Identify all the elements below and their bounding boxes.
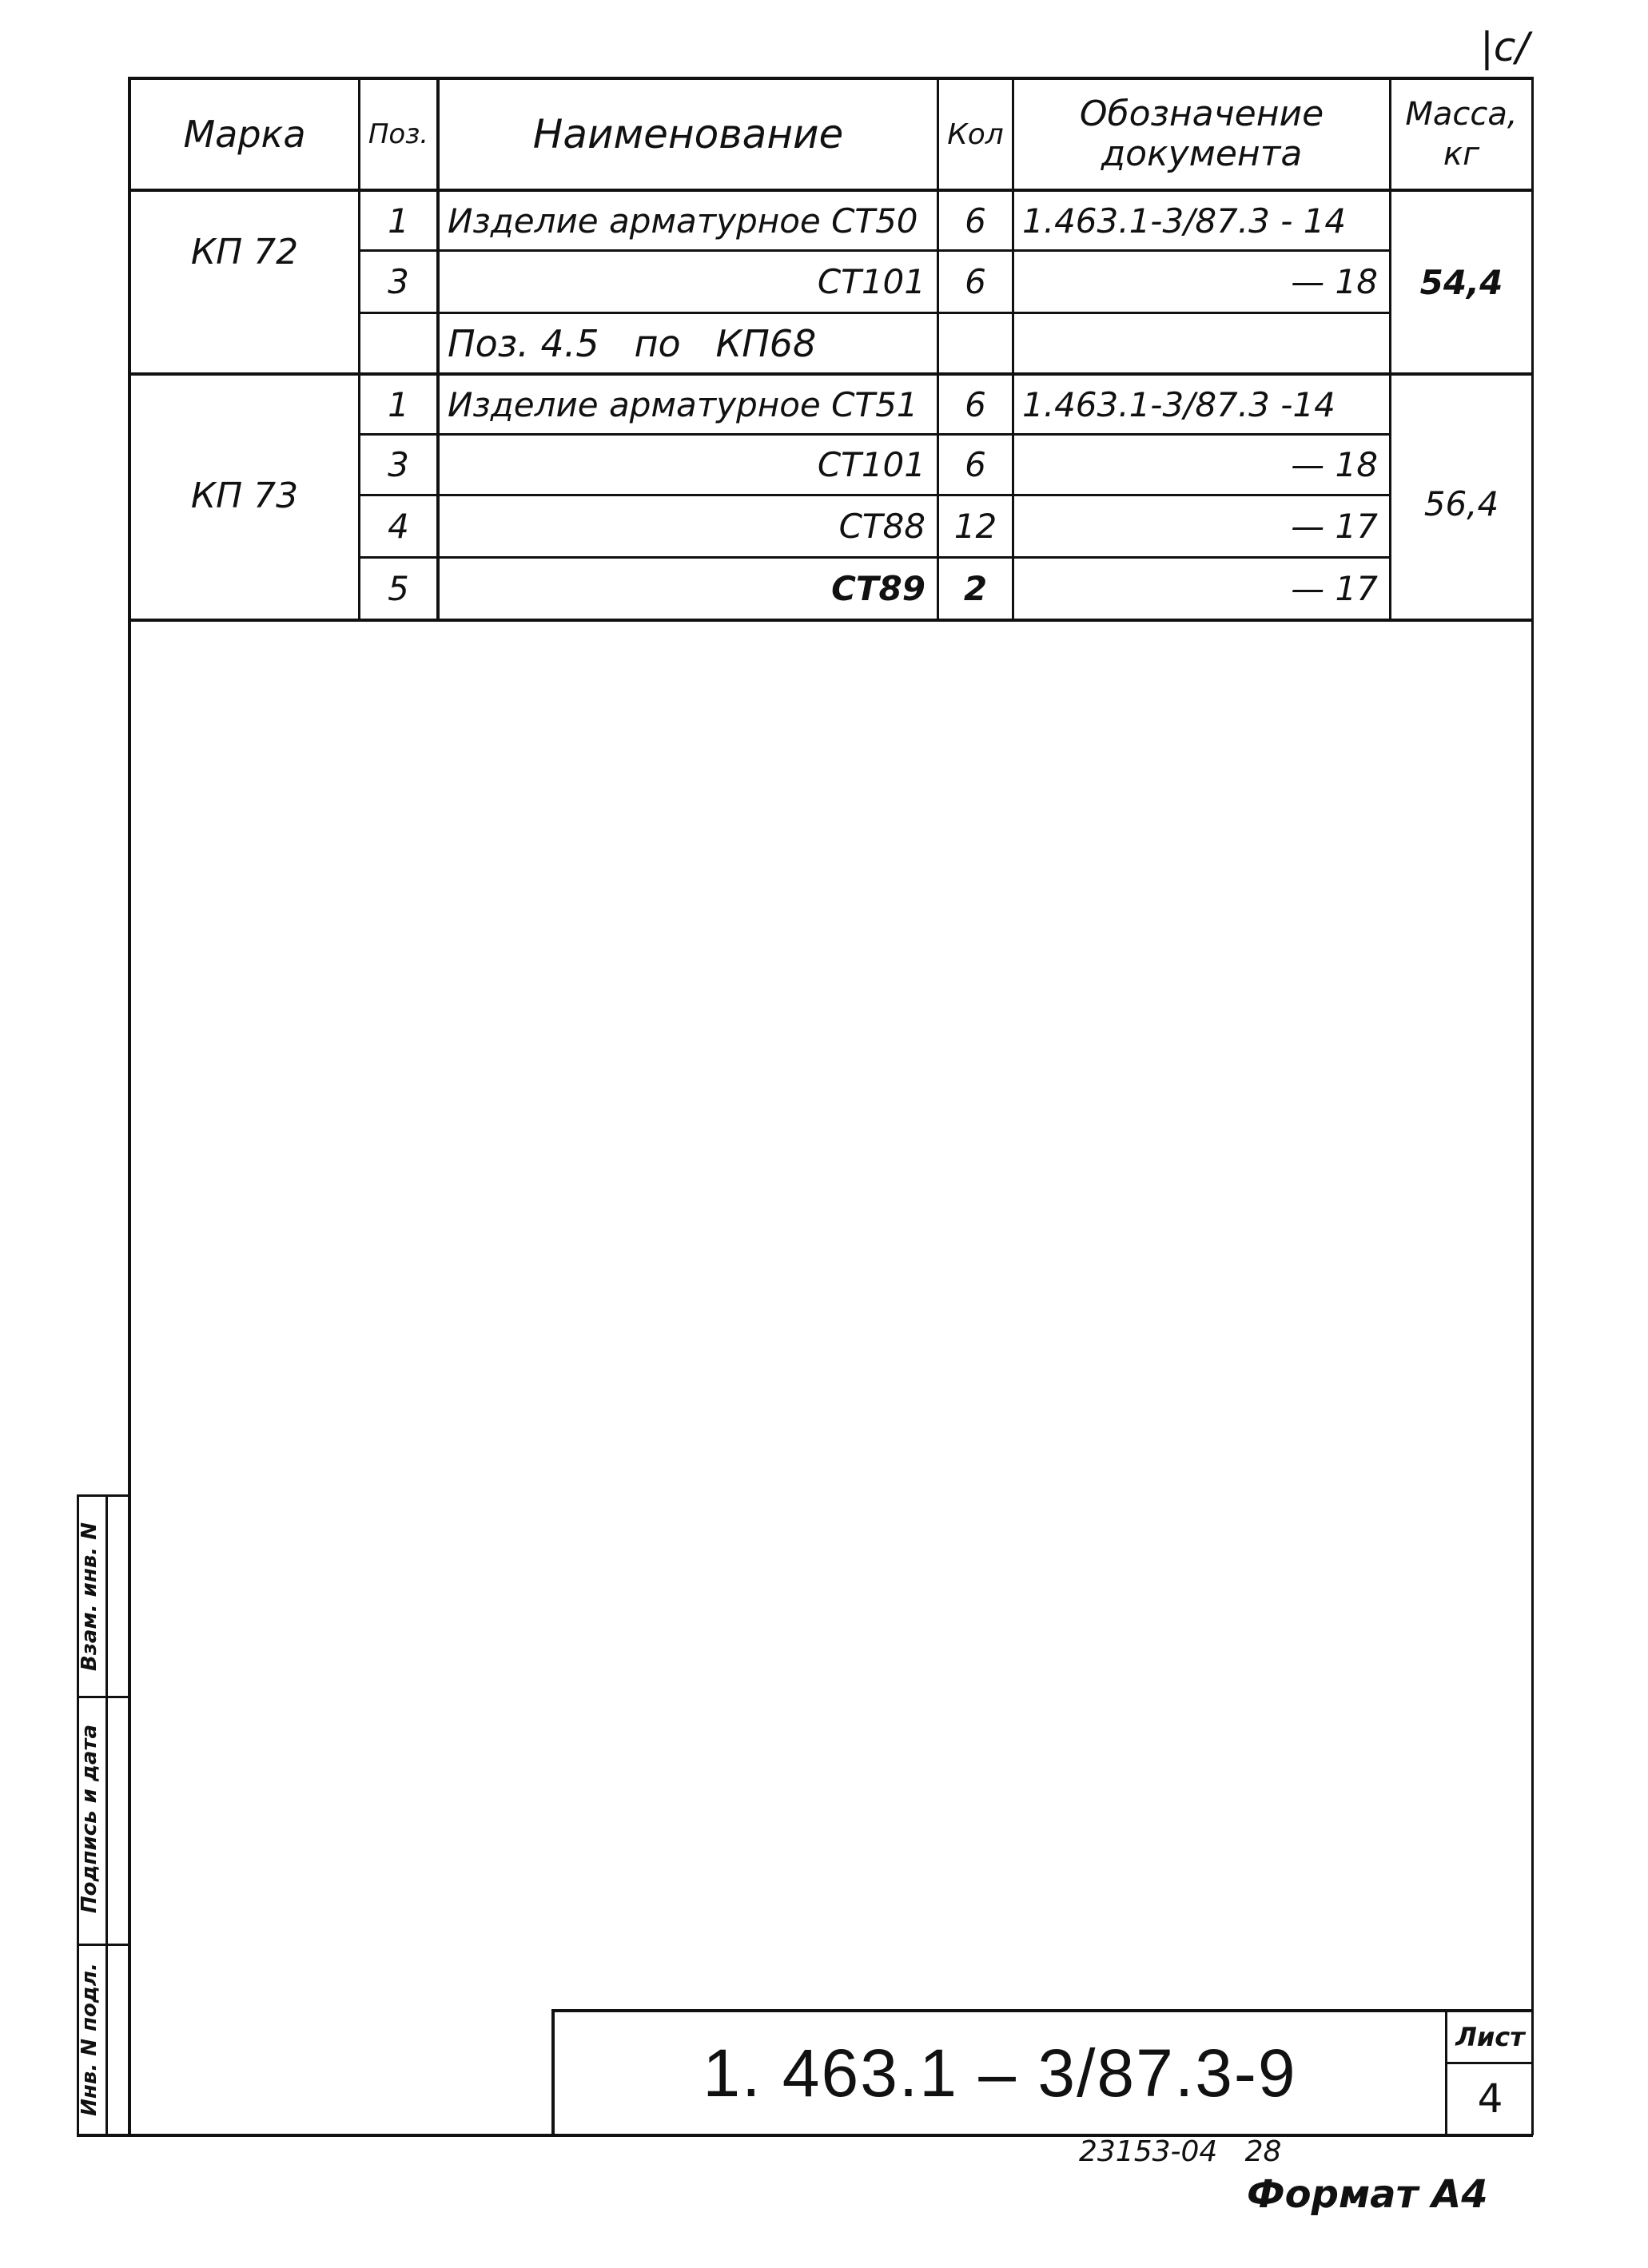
podpis-data-label: Подпись и дата [78,1724,102,1914]
inv-podl-label: Инв. N подл. [78,1963,102,2116]
sheet-number: 4 [1477,2075,1503,2122]
row-doc [1014,314,1389,372]
row-name: СТ89 [831,569,926,608]
row-poz: 1 [388,384,409,424]
row-qty: 2 [963,569,988,608]
row-name: СТ101 [817,445,926,484]
vzam-inv-label: Взам. инв. N [78,1522,102,1671]
row-doc: — 17 [1291,507,1378,546]
row-name: Изделие арматурное СТ51 [448,384,918,424]
document-number: 1. 463.1 – 3/87.3-9 [703,2035,1297,2111]
side-stamp-divider [77,1944,131,1946]
row-qty: 6 [965,384,986,424]
row-poz: 4 [388,507,409,546]
row-name: Поз. 4.5 по КП68 [448,321,817,365]
row-poz [360,314,436,372]
group-marka: КП 73 [190,475,299,516]
sheet-label: Лист [1455,2022,1525,2052]
group-marka: КП 72 [190,231,299,273]
header-doc: Обозначение документа [1079,94,1324,174]
format-label: Формат А4 [1247,2172,1488,2217]
row-qty: 6 [965,262,986,301]
frame-right [1531,77,1534,2135]
row-doc: 1.463.1-3/87.3 - 14 [1022,201,1347,241]
row-doc: — 17 [1291,569,1378,608]
header-mass: Масса, кг [1405,96,1518,173]
frame-left [128,77,131,2135]
group-mass: 54,4 [1419,262,1503,302]
table-bottom-line [128,619,1533,622]
row-name: Изделие арматурное СТ50 [448,201,918,241]
footer-code: 23153-04 28 [1079,2135,1282,2168]
row-qty: 6 [965,445,986,484]
header-name: Наименование [532,111,844,157]
header-marka: Марка [183,113,306,156]
corner-mark: |с/ [1480,24,1530,70]
header-poz: Поз. [368,118,429,150]
row-poz: 3 [388,262,409,301]
row-poz: 3 [388,445,409,484]
row-doc: — 18 [1291,262,1378,301]
row-doc: — 18 [1291,445,1378,484]
row-poz: 1 [388,201,409,241]
row-poz: 5 [388,569,409,608]
row-qty: 6 [965,201,986,241]
frame-bottom [77,2134,1533,2137]
group-mass: 56,4 [1423,483,1499,523]
row-name: СТ101 [817,262,926,301]
row-name: СТ88 [838,507,926,546]
row-doc: 1.463.1-3/87.3 -14 [1022,384,1336,424]
row-qty: 12 [953,507,997,546]
header-qty: Кол [947,117,1004,151]
row-qty [939,314,1012,372]
